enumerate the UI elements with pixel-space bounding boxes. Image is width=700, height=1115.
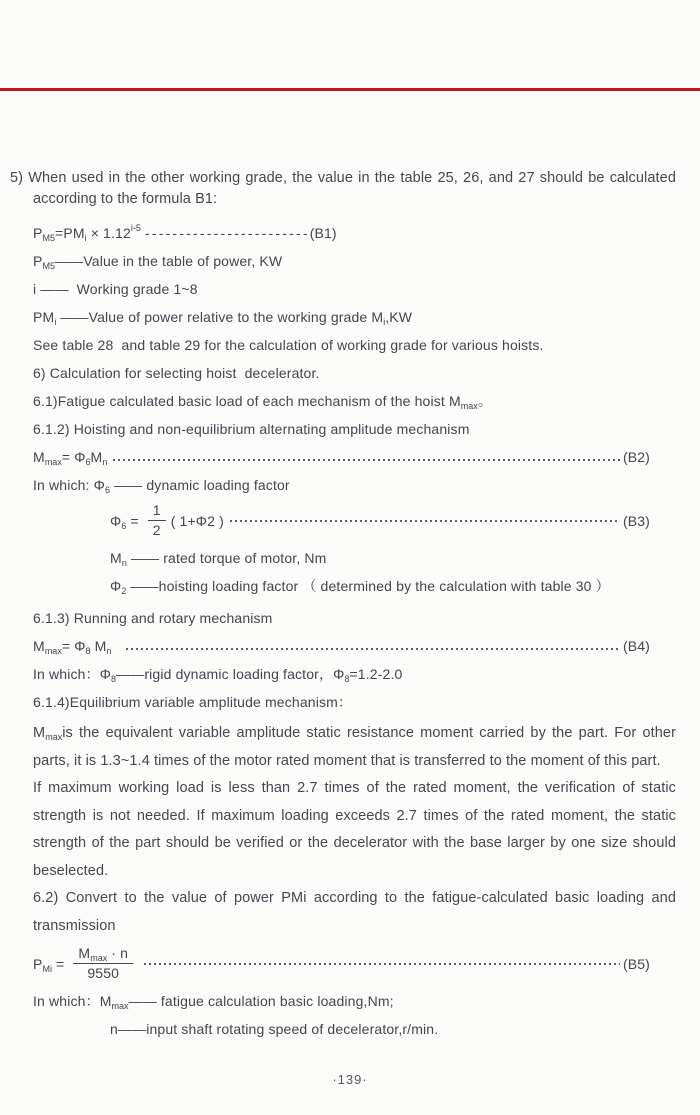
definition-mn — [110, 548, 676, 568]
formula-b3-left: $\Phi_6$ = — [110, 512, 143, 531]
note-see-tables-text: See table 28 and table 29 for the calculation of working grade for various hoists. — [33, 337, 544, 353]
definition-pm5-text: $P_{M5}——Value$ in the table of power, KW — [33, 253, 283, 271]
formula-b2-tag: (B2) — [622, 449, 650, 465]
heading-6-1-4 — [33, 692, 676, 712]
section-5-paragraph: 5) When used in the other working grade, the value in the table 25, 26, and 27 should be calculated according to the formula B1: — [10, 170, 676, 207]
fraction-mmax-n-over-9550 — [73, 946, 133, 981]
definition-phi2 — [110, 576, 676, 596]
fraction-numerator: $M_{max} \cdot n$ — [78, 945, 129, 963]
heading-6-1-3 — [33, 608, 676, 628]
formula-b1-expression: $P_{M5}=PM_i \times 1.12^{i-5}$ ------------------------(B1) — [33, 223, 337, 243]
paragraph-mmax: $M_{max}is$ the equivalent variable amplitude static resistance moment carried by the part. For other parts, it is 1.3~1.4 times of the motor rated moment that is transferred to the moment of this part. — [33, 725, 676, 769]
fraction-denominator: 2 — [148, 520, 166, 538]
page-content — [10, 168, 676, 1047]
heading-6-1-4-text: 6.1.4)Equilibrium variable amplitude mechanism： — [33, 694, 353, 710]
in-which-b4-text: In which：$\Phi_8——rigid$ dynamic loading factor，$\Phi_8=1.2-2.0$ — [33, 666, 403, 684]
formula-b4-tag: (B4) — [622, 638, 650, 654]
heading-6-1 — [33, 391, 676, 411]
in-which-b5 — [33, 991, 676, 1011]
heading-6-1-3-text: 6.1.3) Running and rotary mechanism — [33, 610, 273, 626]
paragraph-6-2: 6.2) Convert to the value of power PMi according to the fatigue-calculated basic loading and transmission — [33, 890, 676, 934]
formula-b2-expression: $M_{max}= \Phi_6M_n$ — [33, 449, 108, 467]
formula-b1-line — [33, 223, 676, 243]
heading-6-1-2-text: 6.1.2) Hoisting and non-equilibrium alternating amplitude mechanism — [33, 421, 470, 437]
definition-n-text: n——input shaft rotating speed of decelerator,r/min. — [110, 1021, 439, 1037]
heading-6 — [33, 363, 676, 383]
definition-pmi — [33, 307, 676, 327]
definition-mn-text: $M_n$ —— rated torque of motor, Nm — [110, 550, 327, 568]
in-which-b2-text: In which: $\Phi_6$ —— dynamic loading factor — [33, 477, 290, 495]
dotted-leader — [144, 963, 620, 965]
formula-b4-expression: $M_{max}= \Phi_8$ $M_n$ — [33, 638, 112, 656]
definition-pm5 — [33, 251, 676, 271]
heading-6-1-2 — [33, 419, 676, 439]
definition-i — [33, 279, 676, 299]
formula-b5-left: $P_{Mi}$ = — [33, 955, 69, 974]
formula-b3-line — [110, 503, 676, 538]
in-which-b4 — [33, 664, 676, 684]
formula-b3-right: ( 1+Φ2 ) — [170, 512, 224, 529]
fraction-denominator: 9550 — [73, 963, 133, 981]
note-see-tables — [33, 335, 676, 355]
formula-b5-line — [33, 946, 676, 981]
page-number: ·139· — [332, 1072, 368, 1087]
dotted-leader — [126, 648, 620, 650]
formula-b2-line — [33, 447, 676, 467]
red-divider — [0, 88, 700, 91]
fraction-one-half — [148, 503, 166, 538]
in-which-b2 — [33, 475, 676, 495]
definition-pmi-text: $PM_i$ ——Value of power relative to the working grade $M_i,KW$ — [33, 309, 413, 327]
fraction-numerator: 1 — [152, 502, 161, 518]
formula-b4-line — [33, 636, 676, 656]
paragraph-static-strength: If maximum working load is less than 2.7 times of the rated moment, the verification of static strength is not needed. If maximum loading exceeds 2.7 times of the rated moment, the static strength of the part should be verified or the decelerator with the base larger by one size should beselected. — [33, 780, 676, 879]
heading-6-text: 6) Calculation for selecting hoist decelerator. — [33, 365, 320, 381]
definition-phi2-text: $\Phi_2$ ——hoisting loading factor （ determined by the calculation with table 30 ） — [110, 578, 610, 596]
dotted-leader — [113, 459, 620, 461]
formula-b3-tag: (B3) — [622, 512, 650, 529]
dotted-leader — [230, 520, 620, 522]
definition-i-text: i —— Working grade 1~8 — [33, 281, 198, 297]
formula-b5-tag: (B5) — [622, 955, 650, 972]
heading-6-1-text: 6.1)Fatigue calculated basic load of each mechanism of the hoist $M_{max}$。 — [33, 393, 492, 411]
in-which-b5-text: In which：$M_{max}——$ fatigue calculation basic loading,Nm; — [33, 993, 394, 1011]
definition-n — [110, 1019, 676, 1039]
